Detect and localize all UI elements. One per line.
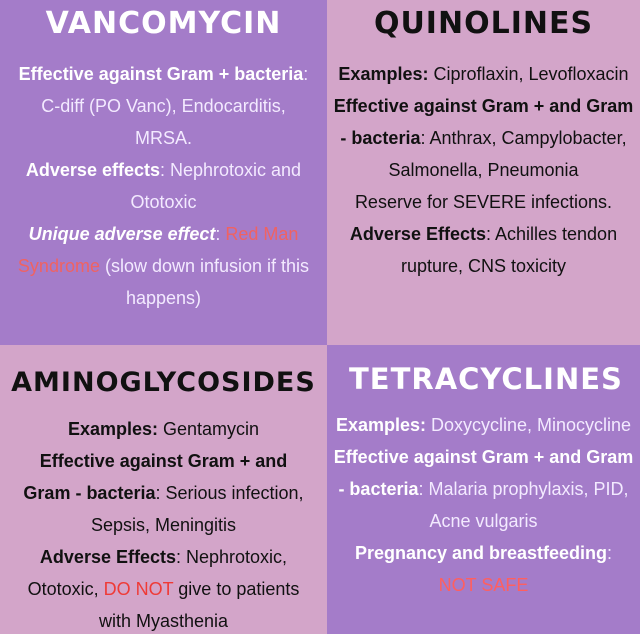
- vancomycin-unique-red: Red Man Syndrome: [17, 224, 299, 276]
- tetracyclines-pregnancy-label: Pregnancy and breastfeeding: [354, 543, 608, 563]
- tetracyclines-examples-label: Examples:: [335, 415, 426, 435]
- quinolines-examples-label: Examples:: [338, 64, 429, 84]
- quinolines-body: [327, 58, 640, 282]
- quinolines-adverse-text: : Achilles tendon rupture, CNS toxicity: [400, 224, 618, 276]
- quinolines-reserve-text: Reserve for SEVERE infections.: [354, 192, 613, 212]
- aminoglycosides-adverse-label: Adverse Effects: [39, 547, 176, 567]
- aminoglycosides-panel: [0, 345, 327, 634]
- aminoglycosides-body: [0, 413, 327, 634]
- tetracyclines-pregnancy-red: NOT SAFE: [438, 575, 529, 595]
- aminoglycosides-effective-label: Effective against Gram + and Gram - bacteria: [23, 451, 288, 503]
- vancomycin-unique-label: Unique adverse effect: [28, 224, 216, 244]
- quinolines-panel: [327, 0, 640, 345]
- aminoglycosides-effective-text: : Serious infection, Sepsis, Meningitis: [90, 483, 304, 535]
- quinolines-adverse-label: Adverse Effects: [349, 224, 486, 244]
- vancomycin-adverse-text: : Nephrotoxic and Ototoxic: [130, 160, 302, 212]
- vancomycin-body: [0, 58, 327, 314]
- vancomycin-unique-text: (slow down infusion if this happens): [99, 256, 310, 308]
- quinolines-effective-text: : Anthrax, Campylobacter, Salmonella, Pneumonia: [388, 128, 627, 180]
- quinolines-examples-text: Ciproflaxin, Levofloxacin: [428, 64, 629, 84]
- tetracyclines-effective-label: Effective against Gram + and Gram - bacteria: [333, 447, 634, 499]
- quinolines-title: QUINOLINES: [373, 6, 594, 41]
- vancomycin-unique-colon: :: [215, 224, 226, 244]
- tetracyclines-effective-text: : Malaria prophylaxis, PID, Acne vulgaris: [418, 479, 629, 531]
- aminoglycosides-adverse-red: DO NOT: [103, 579, 174, 599]
- aminoglycosides-examples-text: Gentamycin: [158, 419, 260, 439]
- aminoglycosides-adverse-text: : Nephrotoxic, Ototoxic,: [27, 547, 288, 599]
- tetracyclines-title: TETRACYCLINES: [349, 362, 623, 396]
- aminoglycosides-title: AMINOGLYCOSIDES: [11, 367, 316, 398]
- vancomycin-effective-label: Effective against Gram + bacteria: [18, 64, 304, 84]
- vancomycin-title: VANCOMYCIN: [45, 6, 282, 41]
- quinolines-effective-label: Effective against Gram + and Gram - bacteria: [333, 96, 634, 148]
- aminoglycosides-adverse-tail: give to patients with Myasthenia: [98, 579, 300, 631]
- vancomycin-panel: [0, 0, 327, 345]
- vancomycin-effective-text: : C-diff (PO Vanc), Endocarditis, MRSA.: [41, 64, 309, 148]
- aminoglycosides-examples-label: Examples:: [67, 419, 158, 439]
- tetracyclines-body: [327, 409, 640, 601]
- tetracyclines-panel: [327, 345, 640, 634]
- vancomycin-adverse-label: Adverse effects: [25, 160, 160, 180]
- tetracyclines-examples-text: Doxycycline, Minocycline: [425, 415, 632, 435]
- tetracyclines-pregnancy-colon: :: [607, 543, 613, 563]
